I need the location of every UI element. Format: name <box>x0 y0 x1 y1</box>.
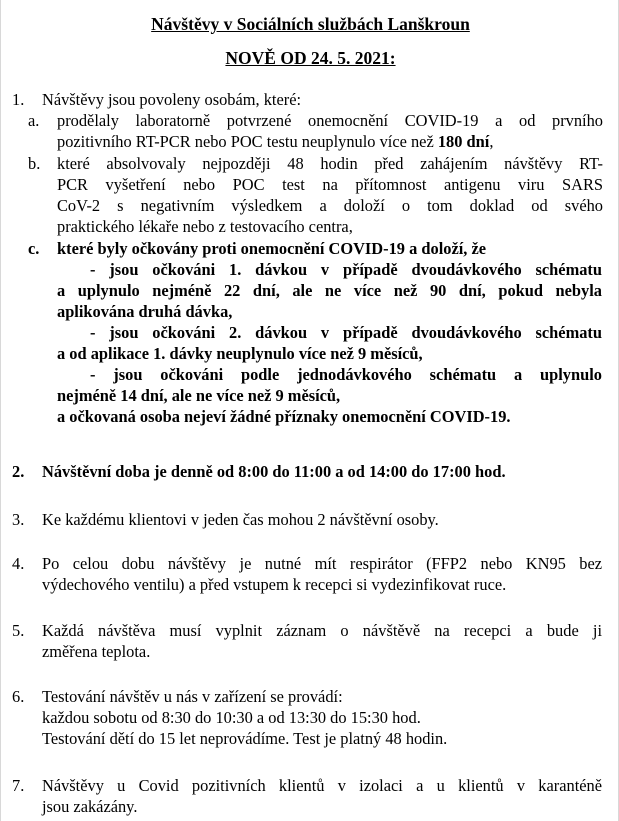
text-line: Po celou dobu návštěvy je nutné mít respirátor (FFP2 nebo KN95 bez <box>42 554 602 573</box>
text-span: , <box>489 132 494 151</box>
text-line: Každá návštěva musí vyplnit záznam o návštěvě na recepci a bude ji <box>42 621 602 640</box>
sub-item-text <box>57 110 603 152</box>
sub-item-letter: b. <box>28 154 41 173</box>
item-text <box>42 620 602 662</box>
text-line: prodělaly laboratorně potvrzené onemocnění COVID-19 a od prvního <box>57 111 603 130</box>
text-line: PCR vyšetření nebo POC test na přítomnost antigenu viru SARS <box>57 175 603 194</box>
text-line: a očkovaná osoba nejeví žádné příznaky onemocnění COVID-19. <box>57 407 511 426</box>
item-text: Návštěvy jsou povoleny osobám, které: <box>42 90 302 109</box>
text-line: praktického lékaře nebo z testovacího centra, <box>57 217 353 236</box>
sub-item-letter: c. <box>28 239 40 258</box>
text-line: - jsou očkováni 1. dávkou v případě dvoudávkového schématu <box>90 260 602 279</box>
item-text <box>42 775 602 817</box>
text-line: které byly očkovány proti onemocnění COVID-19 a doloží, že <box>57 239 487 258</box>
text-line: Testování návštěv u nás v zařízení se provádí: <box>42 687 343 706</box>
sub-item-text <box>57 238 602 427</box>
item-number: 1. <box>12 90 25 109</box>
text-line: - jsou očkováni podle jednodávkového schématu a uplynulo <box>90 365 602 384</box>
text-span: pozitivního RT-PCR nebo POC testu neuplynulo více než <box>57 132 438 151</box>
text-line: Návštěvy u Covid pozitivních klientů v izolaci a u klientů v karanténě <box>42 776 602 795</box>
text-line: výdechového ventilu) a před vstupem k recepci si vydezinfikovat ruce. <box>42 575 507 594</box>
item-number: 5. <box>12 621 25 640</box>
item-text: Ke každému klientovi v jeden čas mohou 2 návštěvní osoby. <box>42 510 439 529</box>
text-line <box>57 131 603 152</box>
item-text <box>42 686 602 749</box>
text-line: jsou zakázány. <box>42 797 138 816</box>
item-text <box>42 553 602 595</box>
item-number: 3. <box>12 510 25 529</box>
text-line: každou sobotu od 8:30 do 10:30 a od 13:30 do 15:30 hod. <box>42 708 421 727</box>
sub-item-letter: a. <box>28 111 40 130</box>
text-line: které absolvovaly nejpozději 48 hodin před zahájením návštěvy RT- <box>57 154 603 173</box>
item-number: 6. <box>12 687 25 706</box>
item-number: 7. <box>12 776 25 795</box>
text-line: nejméně 14 dní, ale ne více než 9 měsíců, <box>57 386 341 405</box>
text-line: a uplynulo nejméně 22 dní, ale ne více než 90 dní, pokud nebyla <box>57 281 602 300</box>
item-number: 2. <box>12 462 25 481</box>
document-subtitle: NOVĚ OD 24. 5. 2021: <box>225 48 396 68</box>
sub-item-text <box>57 153 603 237</box>
text-line: aplikována druhá dávka, <box>57 302 233 321</box>
text-line: změřena teplota. <box>42 642 151 661</box>
item-number: 4. <box>12 554 25 573</box>
bold-span: 180 dní <box>437 132 490 151</box>
text-line: CoV-2 s negativním výsledkem a doloží o tom doklad od svého <box>57 196 603 215</box>
text-line: - jsou očkováni 2. dávkou v případě dvoudávkového schématu <box>90 323 602 342</box>
item-text: Návštěvní doba je denně od 8:00 do 11:00 a od 14:00 do 17:00 hod. <box>42 462 506 481</box>
text-line: Testování dětí do 15 let neprovádíme. Test je platný 48 hodin. <box>42 729 448 748</box>
document-title: Návštěvy v Sociálních službách Lanškroun <box>151 14 470 34</box>
text-line: a od aplikace 1. dávky neuplynulo více než 9 měsíců, <box>57 344 423 363</box>
